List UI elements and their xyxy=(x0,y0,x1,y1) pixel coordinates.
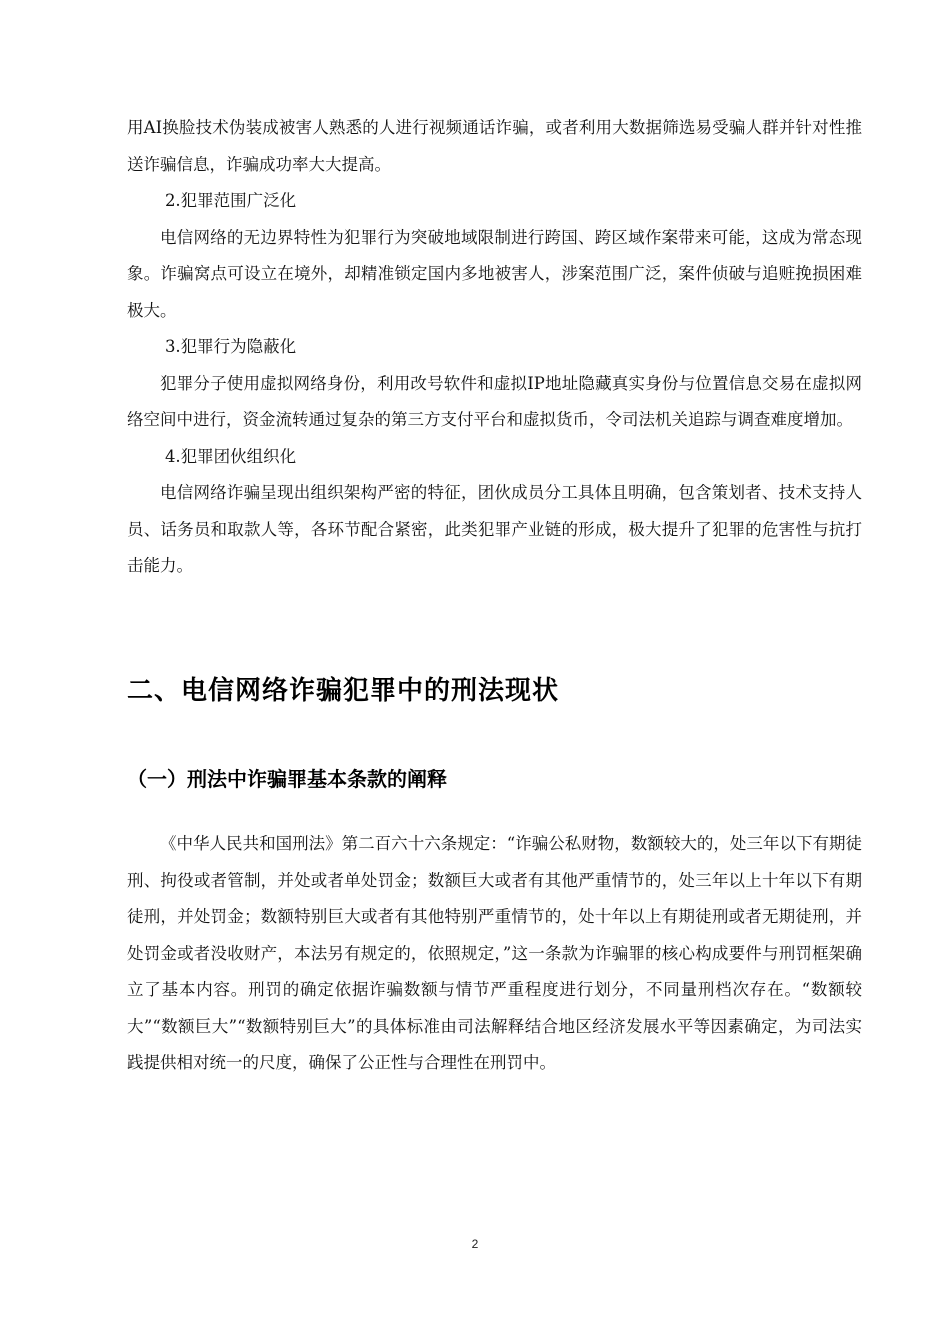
paragraph-3: 犯罪分子使用虚拟网络身份，利用改号软件和虚拟IP地址隐藏真实身份与位置信息交易在虚拟网络空间中进行，资金流转通过复杂的第三方支付平台和虚拟货币，令司法机关追踪与调查难度增加。 xyxy=(127,373,862,429)
section-title: 二、电信网络诈骗犯罪中的刑法现状 xyxy=(127,676,560,706)
section-subtitle: （一）刑法中诈骗罪基本条款的阐释 xyxy=(127,767,447,791)
subheading-4: 4.犯罪团伙组织化 xyxy=(164,446,297,466)
section-a-body xyxy=(127,110,862,585)
paragraph-continuation: 用AI换脸技术伪装成被害人熟悉的人进行视频通话诈骗，或者利用大数据筛选易受骗人群并针对性推送诈骗信息，诈骗成功率大大提高。 xyxy=(127,118,862,174)
subheading-2: 2.犯罪范围广泛化 xyxy=(164,191,297,210)
page-number: 2 xyxy=(471,1237,479,1251)
paragraph-4: 电信网络诈骗呈现出组织架构严密的特征，团伙成员分工具体且明确，包含策划者、技术支持人员、话务员和取款人等，各环节配合紧密，此类犯罪产业链的形成，极大提升了犯罪的危害性与抗打击能力。 xyxy=(127,483,862,575)
paragraph-2: 电信网络的无边界特性为犯罪行为突破地域限制进行跨国、跨区域作案带来可能，这成为常态现象。诈骗窝点可设立在境外，却精准锁定国内多地被害人，涉案范围广泛，案件侦破与追赃挽损困难极大。 xyxy=(127,227,862,320)
subheading-3: 3.犯罪行为隐蔽化 xyxy=(164,337,297,356)
paragraph-criminal-law: 《中华人民共和国刑法》第二百六十六条规定：“诈骗公私财物，数额较大的，处三年以下有期徒刑、拘役或者管制，并处或者单处罚金；数额巨大或者有其他严重情节的，处三年以上十年以下有期徒刑，并处罚金；数额特别巨大或者有其他特别严重情节的，处十年以上有期徒刑或者无期徒刑，并处罚金或者没收财产，本法另有规定的，依照规定，”这一条款为诈骗罪的核心构成要件与刑罚框架确立了基本内容。刑罚的确定依据诈骗数额与情节严重程度进行划分，不同量刑档次存在。“数额较大”“数额巨大”“数额特别巨大”的具体标准由司法解释结合地区经济发展水平等因素确定，为司法实践提供相对统一的尺度，确保了公正性与合理性在刑罚中。 xyxy=(127,834,862,1072)
section-b-body xyxy=(127,826,862,1082)
